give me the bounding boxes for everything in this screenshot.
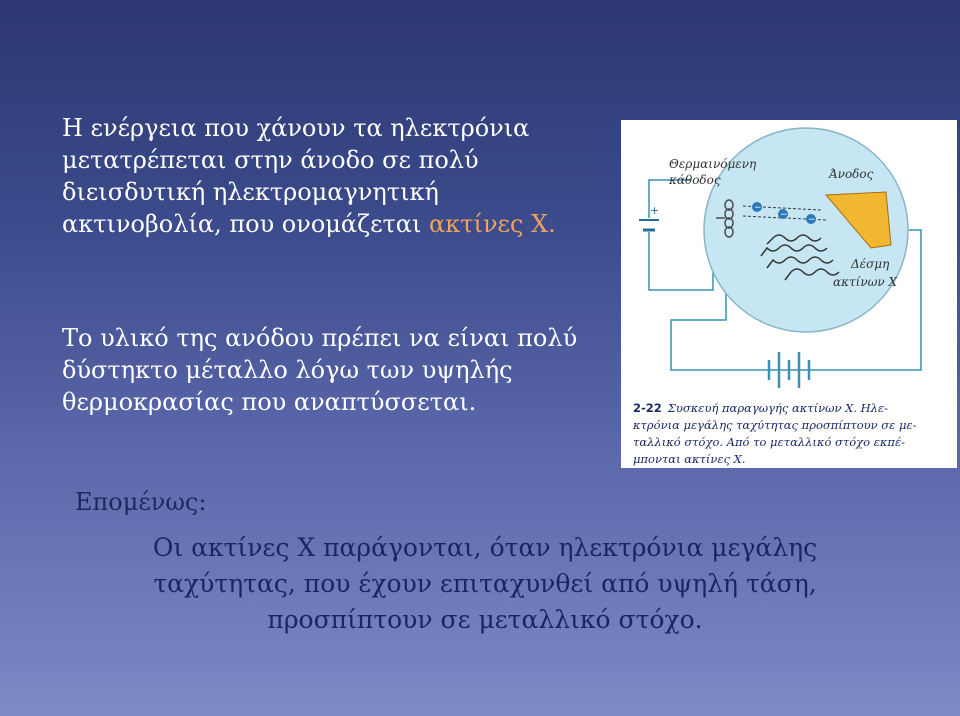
paragraph2-line: δύστηκτο μέταλλο λόγω των υψηλής <box>62 356 513 384</box>
battery-plus-label: + <box>650 204 660 217</box>
caption-line: ταλλικό στόχο. Από το μεταλλικό στόχο εκπέ- <box>633 435 906 449</box>
figure-caption <box>633 400 951 468</box>
paragraph1-line: Η ενέργεια που χάνουν τα ηλεκτρόνια <box>62 114 530 142</box>
x-ray-tube-figure <box>621 120 957 468</box>
conclusion-label: Επομένως: <box>75 488 207 516</box>
caption-line: Συσκευή παραγωγής ακτίνων Χ. Ηλε- <box>667 401 889 415</box>
cathode-label-line2: κάθοδος <box>669 173 721 187</box>
conclusion-line: ταχύτητας, που έχουν επιταχυνθεί από υψηλή τάση, <box>153 569 817 598</box>
conclusion-line: προσπίπτουν σε μεταλλικό στόχο. <box>267 605 703 634</box>
paragraph1-line: μετατρέπεται στην άνοδο σε πολύ <box>62 146 479 174</box>
caption-line: μπονται ακτίνες Χ. <box>633 452 746 466</box>
svg-text:−: − <box>808 215 816 225</box>
x-rays-highlight: ακτίνες Χ. <box>429 210 556 238</box>
paragraph2-line: Το υλικό της ανόδου πρέπει να είναι πολύ <box>62 324 578 352</box>
anode-label: Άνοδος <box>829 167 874 181</box>
conclusion-text <box>60 530 910 638</box>
caption-line: κτρόνια μεγάλης ταχύτητας προσπίπτουν σε με- <box>633 418 917 432</box>
beam-label-line2: ακτίνων Χ <box>833 275 898 289</box>
conclusion-line: Οι ακτίνες Χ παράγονται, όταν ηλεκτρόνια μεγάλης <box>152 533 818 562</box>
beam-label-line1: Δέσμη <box>851 257 890 271</box>
caption-number: 2-22 <box>633 401 662 415</box>
paragraph1-line-text: ακτινοβολία, που ονομάζεται <box>62 210 430 238</box>
cathode-label-line1: Θερμαινόμενη <box>669 157 757 171</box>
svg-text:−: − <box>780 210 788 220</box>
paragraph1-line: διεισδυτική ηλεκτρομαγνητική <box>62 178 439 206</box>
paragraph2-line: θερμοκρασίας που αναπτύσσεται. <box>62 388 477 416</box>
paragraph-anode-material <box>62 322 622 418</box>
paragraph-x-ray-energy <box>62 112 622 240</box>
paragraph1-line-last <box>62 208 622 240</box>
svg-text:−: − <box>754 203 762 213</box>
